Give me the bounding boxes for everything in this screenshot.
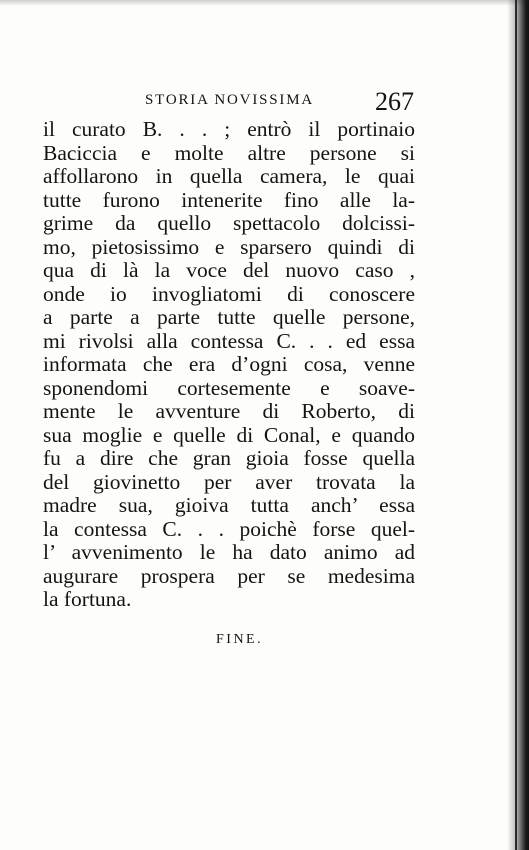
text-line: affollarono in quella camera, le quai [43, 164, 415, 188]
end-mark: FINE. [216, 632, 264, 647]
text-line: sua moglie e quelle di Conal, e quando [43, 422, 415, 447]
text-line: l’ avvenimento le ha dato animo ad [43, 540, 415, 564]
text-line: fu a dire che gran gioia fosse quella [43, 446, 415, 470]
page-number: 267 [375, 87, 414, 116]
text-line: a parte a parte tutte quelle persone, [43, 305, 415, 329]
text-line: mi rivolsi alla contessa C. . . ed essa [43, 328, 415, 353]
page-top-shadow [0, 0, 529, 6]
text-line: Baciccia e molte altre persone si [43, 140, 415, 165]
text-line: madre sua, gioiva tutta anch’ essa [43, 493, 415, 517]
text-line: augurare prospera per se medesima [43, 563, 415, 588]
text-line: informata che era d’ogni cosa, venne [43, 352, 415, 376]
text-line: la fortuna. [43, 587, 132, 611]
text-line: qua di là la voce del nuovo caso , [43, 258, 415, 282]
text-line: onde io invogliatomi di conoscere [43, 281, 415, 306]
text-line: il curato B. . . ; entrò il portinaio [43, 117, 415, 141]
running-title: STORIA NOVISSIMA [145, 92, 314, 108]
text-line: la contessa C. . . poichè forse quel- [43, 516, 415, 541]
text-line: del giovinetto per aver trovata la [43, 469, 415, 494]
body-text [43, 118, 415, 612]
text-line: sponendomi cortesemente e soave- [43, 375, 415, 400]
text-line: tutte furono intenerite fino alle la- [43, 187, 415, 212]
page-right-edge-shadow [507, 0, 529, 850]
text-line: mo, pietosissimo e sparsero quindi di [43, 234, 415, 259]
text-line: grime da quello spettacolo dolcissi- [43, 211, 415, 235]
page-binding-edge [515, 0, 517, 850]
text-line: mente le avventure di Roberto, di [43, 399, 415, 423]
